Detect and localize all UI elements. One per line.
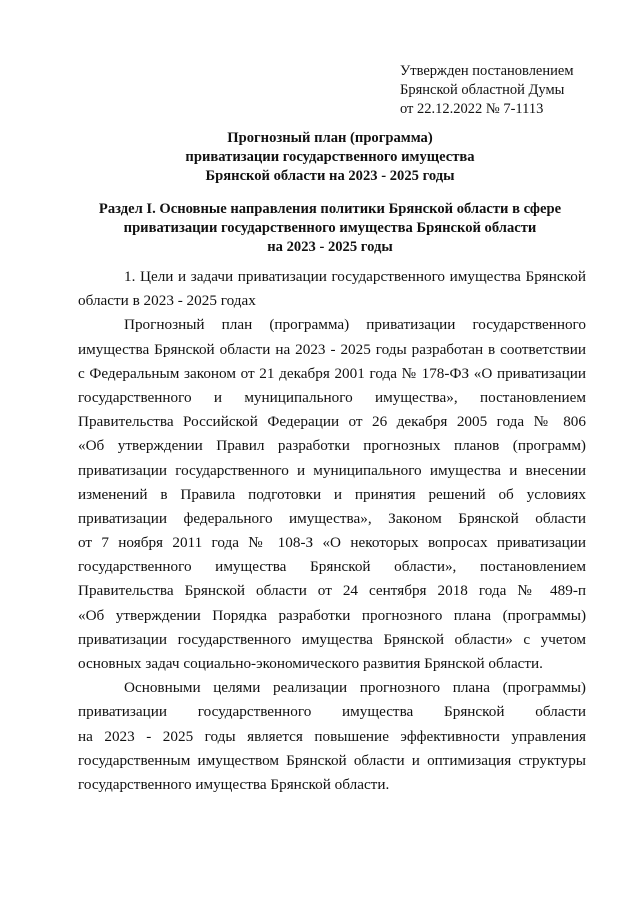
text-line: приватизации федерального имущества», Законом Брянской области bbox=[78, 509, 586, 527]
text-line: с Федеральным законом от 21 декабря 2001 года № 178-ФЗ «О приватизации bbox=[78, 364, 586, 382]
text-line: государственного и муниципального имущества», постановлением bbox=[78, 388, 586, 406]
section-heading-line: на 2023 - 2025 годы bbox=[267, 239, 393, 255]
approval-line-3: от 22.12.2022 № 7-1113 bbox=[400, 101, 544, 117]
section-heading-line: Раздел I. Основные направления политики Брянской области в сфере bbox=[98, 201, 562, 217]
text-line: области в 2023 - 2025 годах bbox=[78, 292, 256, 310]
text-line: государственным имуществом Брянской области и оптимизация структуры bbox=[78, 751, 586, 769]
document-title-line: Прогнозный план (программа) bbox=[227, 130, 433, 146]
approval-stamp bbox=[400, 62, 600, 119]
paragraph-legal-basis bbox=[78, 313, 586, 676]
document-title-line: Брянской области на 2023 - 2025 годы bbox=[205, 168, 455, 184]
document-title-line: приватизации государственного имущества bbox=[185, 149, 475, 165]
approval-line-2: Брянской областной Думы bbox=[400, 82, 565, 98]
paragraph-goals bbox=[78, 676, 586, 797]
paragraph-subheading bbox=[78, 265, 586, 313]
text-line: Основными целями реализации прогнозного плана (программы) bbox=[124, 679, 586, 697]
section-heading-line: приватизации государственного имущества Брянской области bbox=[123, 220, 537, 236]
text-line: приватизации государственного и муниципального имущества и внесении bbox=[78, 461, 586, 479]
text-line: Правительства Брянской области от 24 сентября 2018 года № 489-п bbox=[78, 582, 586, 600]
text-line: Прогнозный план (программа) приватизации государственного bbox=[124, 316, 586, 334]
text-line: от 7 ноября 2011 года № 108-З «О некоторых вопросах приватизации bbox=[78, 534, 586, 552]
text-line: государственного имущества Брянской области. bbox=[78, 775, 390, 793]
text-line: на 2023 - 2025 годы является повышение эффективности управления bbox=[78, 727, 586, 745]
text-line: государственного имущества Брянской области», постановлением bbox=[78, 558, 586, 576]
document-body bbox=[78, 265, 586, 797]
text-line: изменений в Правила подготовки и принятия решений об условиях bbox=[78, 485, 586, 503]
text-line: «Об утверждении Правил разработки прогнозных планов (программ) bbox=[78, 437, 586, 455]
section-heading bbox=[60, 200, 600, 257]
text-line: 1. Цели и задачи приватизации государственного имущества Брянской bbox=[124, 268, 586, 285]
approval-line-1: Утвержден постановлением bbox=[400, 63, 574, 79]
text-line: основных задач социально-экономического развития Брянской области. bbox=[78, 655, 543, 672]
text-line: Правительства Российской Федерации от 26 декабря 2005 года № 806 bbox=[78, 413, 586, 431]
text-line: приватизации государственного имущества Брянской области» с учетом bbox=[78, 630, 586, 648]
text-line: приватизации государственного имущества Брянской области bbox=[78, 703, 586, 721]
text-line: «Об утверждении Порядка разработки прогнозного плана (программы) bbox=[78, 606, 586, 624]
text-line: имущества Брянской области на 2023 - 2025 годы разработан в соответствии bbox=[78, 340, 586, 358]
document-title bbox=[60, 129, 600, 186]
